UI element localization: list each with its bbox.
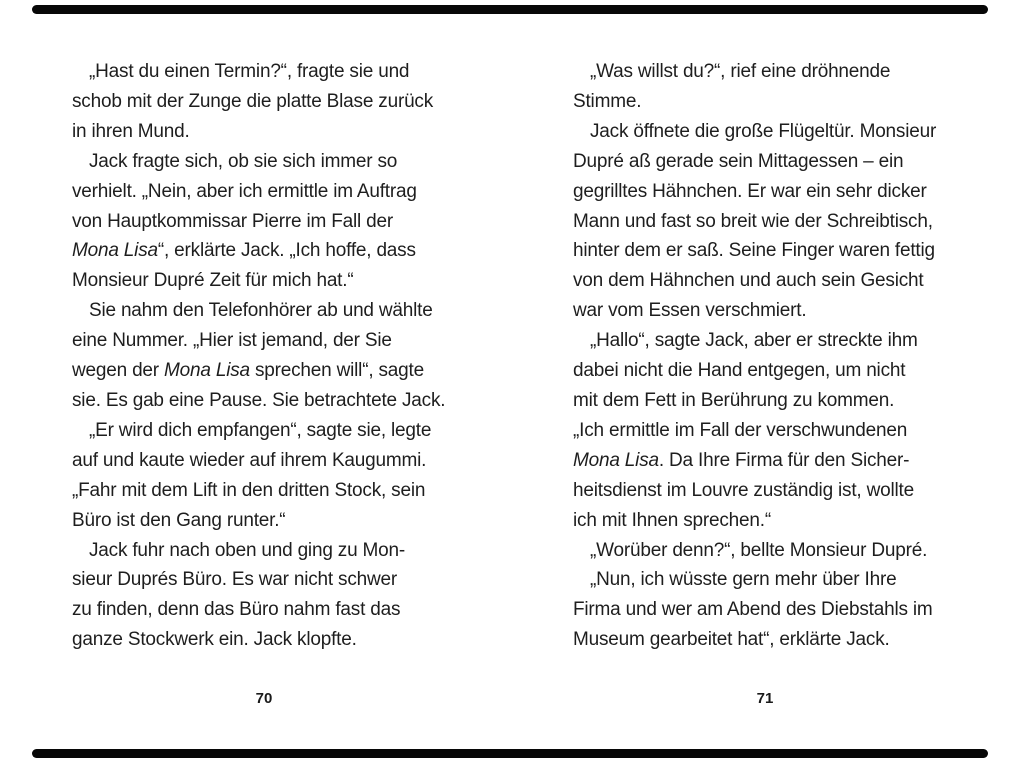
text-line: Firma und wer am Abend des Diebstahls im: [573, 599, 933, 621]
text-line: Mona Lisa. Da Ihre Firma für den Sicher-: [573, 449, 910, 471]
text-line: Jack fuhr nach oben und ging zu Mon-: [89, 539, 406, 561]
text-line: „Nun, ich wüsste gern mehr über Ihre: [590, 569, 897, 591]
text-line: Mona Lisa“, erklärte Jack. „Ich hoffe, dass: [72, 240, 416, 262]
text-line: „Hast du einen Termin?“, fragte sie und: [89, 61, 410, 82]
text-line: sieur Duprés Büro. Es war nicht schwer: [72, 569, 398, 591]
text-line: Jack öffnete die große Flügeltür. Monsieur: [590, 120, 937, 142]
text-line: schob mit der Zunge die platte Blase zurück: [72, 90, 434, 112]
text-line: verhielt. „Nein, aber ich ermittle im Auftrag: [72, 180, 417, 202]
text-line: ich mit Ihnen sprechen.“: [573, 509, 771, 531]
text-line: sie. Es gab eine Pause. Sie betrachtete Jack.: [72, 389, 446, 411]
text-line: „Was willst du?“, rief eine dröhnende: [590, 61, 891, 82]
text-line: dabei nicht die Hand entgegen, um nicht: [573, 360, 906, 382]
text-line: auf und kaute wieder auf ihrem Kaugummi.: [72, 449, 427, 471]
text-line: in ihren Mund.: [72, 120, 190, 142]
text-line: eine Nummer. „Hier ist jemand, der Sie: [72, 330, 392, 352]
page-number-right: 71: [756, 690, 774, 707]
text-line: ganze Stockwerk ein. Jack klopfte.: [72, 629, 357, 651]
bottom-edge-bar: [32, 749, 988, 758]
text-line: heitsdienst im Louvre zuständig ist, wollte: [573, 479, 914, 501]
text-line: gegrilltes Hähnchen. Er war ein sehr dicker: [573, 180, 927, 202]
text-line: „Worüber denn?“, bellte Monsieur Dupré.: [590, 539, 928, 561]
page-number-left: 70: [255, 690, 273, 707]
text-line: „Hallo“, sagte Jack, aber er streckte ihm: [590, 330, 918, 352]
text-line: Mann und fast so breit wie der Schreibtisch,: [573, 210, 933, 232]
page-left-lines: [72, 57, 456, 655]
text-line: war vom Essen verschmiert.: [573, 300, 807, 322]
text-line: „Er wird dich empfangen“, sagte sie, legte: [89, 419, 432, 441]
text-line: von Hauptkommissar Pierre im Fall der: [72, 210, 393, 232]
text-line: mit dem Fett in Berührung zu kommen.: [573, 389, 895, 411]
text-line: von dem Hähnchen und auch sein Gesicht: [573, 270, 924, 292]
text-line: Dupré aß gerade sein Mittagessen – ein: [573, 150, 904, 172]
page-right-lines: [573, 57, 957, 655]
text-line: „Ich ermittle im Fall der verschwundenen: [573, 419, 908, 441]
text-line: hinter dem er saß. Seine Finger waren fettig: [573, 240, 935, 262]
text-line: Monsieur Dupré Zeit für mich hat.“: [72, 270, 354, 292]
text-line: wegen der Mona Lisa sprechen will“, sagte: [72, 360, 424, 382]
text-line: Jack fragte sich, ob sie sich immer so: [89, 150, 398, 172]
text-line: zu finden, denn das Büro nahm fast das: [72, 599, 401, 621]
top-edge-bar: [32, 5, 988, 14]
text-line: Sie nahm den Telefonhörer ab und wählte: [89, 300, 433, 322]
text-line: Museum gearbeitet hat“, erklärte Jack.: [573, 629, 890, 651]
text-line: Stimme.: [573, 90, 642, 112]
text-line: „Fahr mit dem Lift in den dritten Stock, sein: [72, 479, 426, 501]
text-line: Büro ist den Gang runter.“: [72, 509, 286, 531]
